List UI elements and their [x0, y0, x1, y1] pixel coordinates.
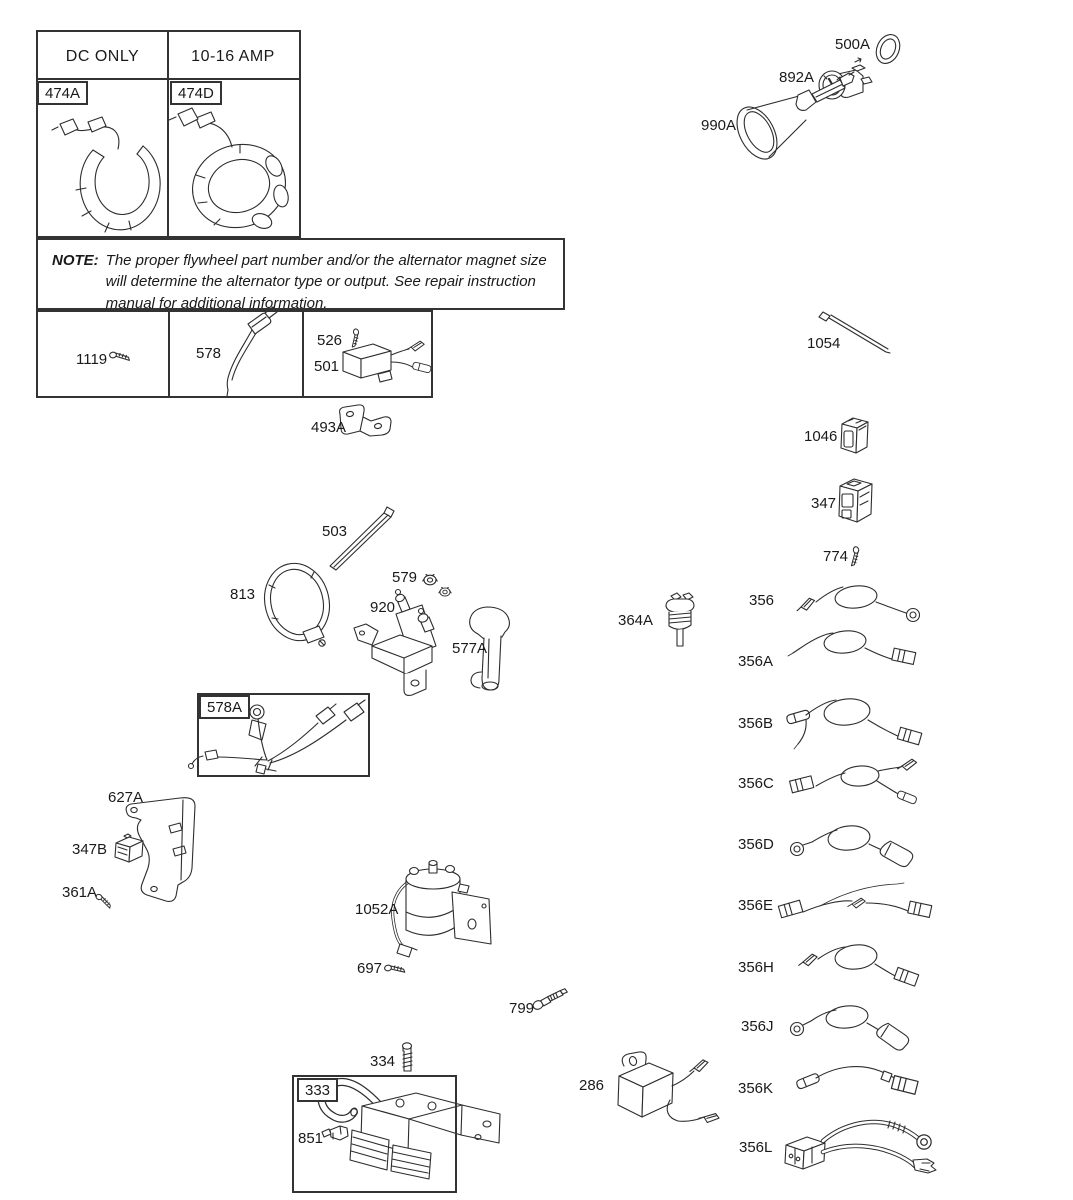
part-label-356D: 356D	[738, 836, 774, 853]
drawing-356K	[796, 1067, 918, 1095]
drawing-364A	[666, 593, 694, 646]
note-prefix: NOTE:	[52, 252, 99, 269]
part-label-356C: 356C	[738, 775, 774, 792]
part-label-578: 578	[196, 345, 222, 362]
drawing-774	[848, 546, 861, 565]
drawing-356J	[791, 1004, 912, 1052]
part-label-361A: 361A	[62, 884, 98, 901]
alt-col2-header: 10-16 AMP	[191, 48, 275, 65]
drawing-356C	[790, 758, 918, 804]
part-label-990A: 990A	[701, 117, 737, 134]
part-tag-578A: 578A	[199, 695, 250, 719]
part-label-1119: 1119	[76, 351, 108, 368]
part-label-356J: 356J	[741, 1018, 774, 1035]
part-label-356: 356	[749, 592, 775, 609]
hardware-table-divider-1	[168, 312, 170, 396]
part-label-892A: 892A	[779, 69, 815, 86]
part-label-356H: 356H	[738, 959, 774, 976]
drawing-356	[794, 584, 919, 622]
part-label-503: 503	[322, 523, 348, 540]
part-label-286: 286	[579, 1077, 605, 1094]
drawing-356D	[791, 824, 916, 868]
drawing-990A	[729, 69, 854, 166]
drawing-286	[618, 1052, 720, 1124]
part-label-577A: 577A	[452, 640, 488, 657]
alt-col1-header: DC ONLY	[65, 48, 140, 65]
drawing-500A	[872, 31, 904, 67]
drawing-347	[839, 479, 872, 522]
part-label-1052A: 1052A	[355, 901, 399, 918]
part-label-851: 851	[298, 1130, 324, 1147]
part-label-501: 501	[314, 358, 340, 375]
part-label-356A: 356A	[738, 653, 774, 670]
part-label-334: 334	[370, 1053, 396, 1070]
part-label-364A: 364A	[618, 612, 654, 629]
drawing-1046	[841, 418, 868, 453]
drawing-356E	[778, 883, 931, 918]
drawing-334	[403, 1043, 413, 1071]
drawing-799	[531, 988, 569, 1010]
drawing-356B	[786, 697, 922, 749]
part-label-356E: 356E	[738, 897, 774, 914]
part-label-1046: 1046	[804, 428, 838, 445]
part-label-697: 697	[357, 960, 383, 977]
drawing-697	[384, 962, 405, 976]
drawing-356H	[797, 943, 919, 986]
drawing-356L	[785, 1121, 936, 1173]
part-label-813: 813	[230, 586, 256, 603]
part-label-526: 526	[317, 332, 343, 349]
part-label-627A: 627A	[108, 789, 144, 806]
drawing-813	[257, 556, 338, 647]
drawing-1052A	[393, 861, 491, 958]
drawing-356A	[788, 629, 916, 665]
note-box	[36, 238, 565, 310]
part-label-347B: 347B	[72, 841, 108, 858]
part-label-356L: 356L	[739, 1139, 773, 1156]
part-label-920: 920	[370, 599, 396, 616]
drawing-493A	[340, 405, 391, 436]
part-tag-333: 333	[297, 1078, 338, 1102]
alternator-table	[36, 30, 301, 238]
part-tag-474D: 474D	[170, 81, 222, 105]
part-label-500A: 500A	[835, 36, 871, 53]
drawing-579	[423, 575, 451, 597]
part-tag-474A: 474A	[37, 81, 88, 105]
part-label-774: 774	[823, 548, 849, 565]
part-label-1054: 1054	[807, 335, 841, 352]
part-label-347: 347	[811, 495, 837, 512]
part-label-799: 799	[509, 1000, 535, 1017]
part-label-579: 579	[392, 569, 418, 586]
drawing-347B	[115, 834, 143, 862]
note-body: The proper flywheel part number and/or the alternator magnet size will determine the alternator type or output. See repair instruction manual for additional information.	[105, 252, 547, 312]
part-label-356B: 356B	[738, 715, 774, 732]
hardware-table-divider-2	[302, 312, 304, 396]
part-label-493A: 493A	[311, 419, 347, 436]
part-label-356K: 356K	[738, 1080, 774, 1097]
